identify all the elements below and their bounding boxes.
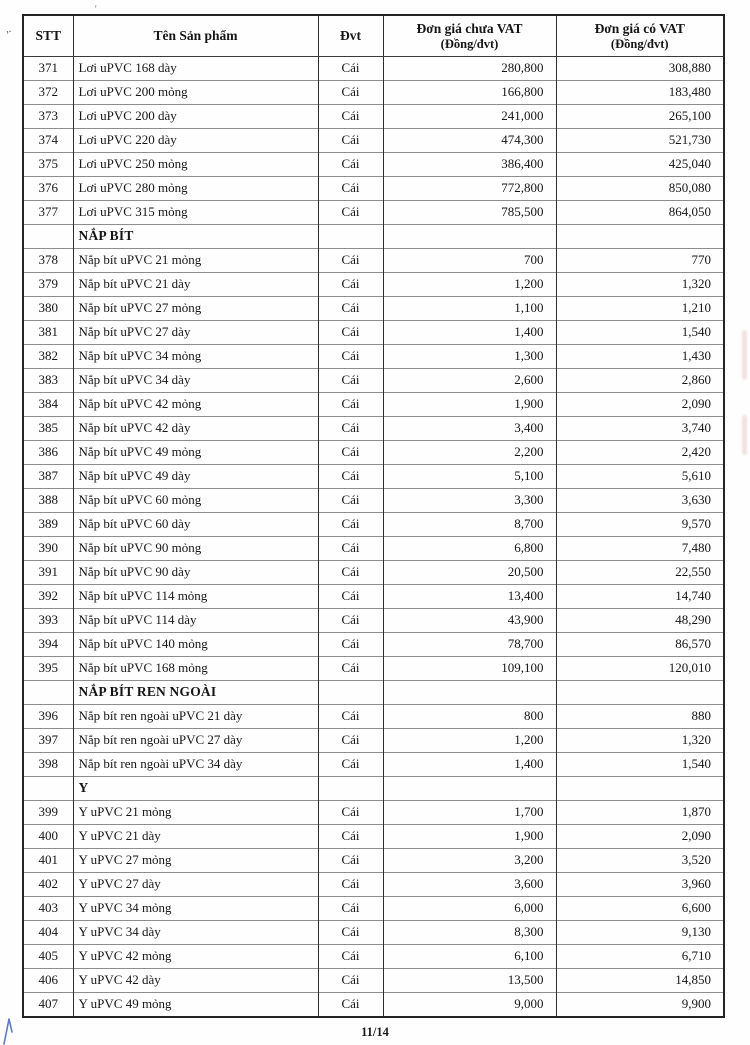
cell-price-ex-vat: 6,800: [383, 537, 556, 561]
table-row: [23, 201, 724, 225]
cell-product-name: Nắp bít uPVC 140 mỏng: [73, 633, 318, 657]
cell-price-ex-vat: 166,800: [383, 81, 556, 105]
cell-price-ex-vat: 474,300: [383, 129, 556, 153]
cell-price-ex-vat: 13,500: [383, 969, 556, 993]
cell-unit: Cái: [318, 849, 383, 873]
cell-price-ex-vat: 9,000: [383, 993, 556, 1018]
cell-price-ex-vat: [383, 225, 556, 249]
cell-product-name: Nắp bít uPVC 49 dày: [73, 465, 318, 489]
cell-product-name: Nắp bít uPVC 34 dày: [73, 369, 318, 393]
cell-product-name: Nắp bít ren ngoài uPVC 27 dày: [73, 729, 318, 753]
cell-unit: Cái: [318, 153, 383, 177]
cell-product-name: Nắp bít uPVC 27 dày: [73, 321, 318, 345]
cell-stt: 407: [23, 993, 73, 1018]
cell-unit: Cái: [318, 513, 383, 537]
cell-price-inc-vat: [556, 777, 724, 801]
cell-stt: 401: [23, 849, 73, 873]
col-header-unit: Đvt: [318, 15, 383, 57]
cell-price-ex-vat: 8,300: [383, 921, 556, 945]
cell-product-name: Lơi uPVC 200 dày: [73, 105, 318, 129]
cell-product-name: Nắp bít uPVC 21 mỏng: [73, 249, 318, 273]
table-row: [23, 81, 724, 105]
scan-smudge: [742, 330, 747, 380]
table-row: [23, 633, 724, 657]
cell-unit: Cái: [318, 81, 383, 105]
table-row: [23, 849, 724, 873]
cell-price-ex-vat: 43,900: [383, 609, 556, 633]
cell-unit: Cái: [318, 297, 383, 321]
table-row: [23, 129, 724, 153]
cell-price-ex-vat: [383, 777, 556, 801]
cell-product-name: Nắp bít uPVC 168 mỏng: [73, 657, 318, 681]
cell-unit: Cái: [318, 105, 383, 129]
table-row: [23, 105, 724, 129]
cell-price-ex-vat: 1,900: [383, 825, 556, 849]
cell-product-name: Y uPVC 42 mỏng: [73, 945, 318, 969]
col-header-price-ex-vat-label: Đơn giá chưa VAT: [416, 20, 523, 36]
cell-unit: Cái: [318, 201, 383, 225]
cell-unit: Cái: [318, 129, 383, 153]
cell-price-inc-vat: 22,550: [556, 561, 724, 585]
cell-price-ex-vat: 1,200: [383, 273, 556, 297]
cell-unit: Cái: [318, 969, 383, 993]
col-header-stt: STT: [23, 15, 73, 57]
cell-stt: 398: [23, 753, 73, 777]
cell-price-inc-vat: 3,630: [556, 489, 724, 513]
cell-unit: Cái: [318, 537, 383, 561]
table-row: [23, 753, 724, 777]
cell-price-ex-vat: 6,100: [383, 945, 556, 969]
cell-price-inc-vat: 14,740: [556, 585, 724, 609]
cell-price-inc-vat: 850,080: [556, 177, 724, 201]
cell-stt: 392: [23, 585, 73, 609]
cell-stt: 391: [23, 561, 73, 585]
cell-unit: Cái: [318, 729, 383, 753]
cell-price-ex-vat: 1,200: [383, 729, 556, 753]
cell-price-inc-vat: 2,420: [556, 441, 724, 465]
cell-product-name: Nắp bít uPVC 42 mỏng: [73, 393, 318, 417]
cell-stt: [23, 225, 73, 249]
table-row: [23, 249, 724, 273]
cell-product-name: Nắp bít uPVC 114 mỏng: [73, 585, 318, 609]
cell-price-ex-vat: 1,700: [383, 801, 556, 825]
cell-unit: [318, 681, 383, 705]
cell-price-inc-vat: [556, 225, 724, 249]
col-header-price-inc-vat-sub: (Đồng/đvt): [610, 36, 669, 51]
cell-product-name: Nắp bít uPVC 60 mỏng: [73, 489, 318, 513]
cell-stt: 382: [23, 345, 73, 369]
cell-stt: 393: [23, 609, 73, 633]
page-number: 11/14: [361, 1025, 389, 1039]
cell-product-name: Lơi uPVC 220 dày: [73, 129, 318, 153]
cell-price-ex-vat: 772,800: [383, 177, 556, 201]
col-header-price-inc-vat: [556, 15, 724, 57]
cell-price-inc-vat: 9,130: [556, 921, 724, 945]
cell-unit: Cái: [318, 273, 383, 297]
cell-unit: Cái: [318, 489, 383, 513]
cell-unit: Cái: [318, 753, 383, 777]
cell-stt: 399: [23, 801, 73, 825]
cell-price-inc-vat: 2,860: [556, 369, 724, 393]
cell-unit: Cái: [318, 993, 383, 1018]
cell-unit: Cái: [318, 321, 383, 345]
cell-product-name: Lơi uPVC 200 mỏng: [73, 81, 318, 105]
cell-price-inc-vat: 1,320: [556, 273, 724, 297]
table-row: [23, 561, 724, 585]
table-row: [23, 393, 724, 417]
cell-price-ex-vat: 280,800: [383, 57, 556, 81]
cell-price-ex-vat: 1,400: [383, 753, 556, 777]
cell-unit: Cái: [318, 57, 383, 81]
cell-stt: [23, 681, 73, 705]
cell-price-ex-vat: 800: [383, 705, 556, 729]
cell-price-inc-vat: [556, 681, 724, 705]
cell-product-name: Nắp bít uPVC 34 mỏng: [73, 345, 318, 369]
cell-stt: 384: [23, 393, 73, 417]
cell-price-inc-vat: 7,480: [556, 537, 724, 561]
cell-price-inc-vat: 2,090: [556, 825, 724, 849]
cell-price-inc-vat: 3,960: [556, 873, 724, 897]
cell-price-ex-vat: 109,100: [383, 657, 556, 681]
cell-price-ex-vat: 1,900: [383, 393, 556, 417]
cell-price-ex-vat: 20,500: [383, 561, 556, 585]
cell-unit: Cái: [318, 393, 383, 417]
col-header-price-ex-vat: [383, 15, 556, 57]
cell-stt: 405: [23, 945, 73, 969]
cell-stt: 402: [23, 873, 73, 897]
cell-stt: 389: [23, 513, 73, 537]
table-row: [23, 153, 724, 177]
cell-price-inc-vat: 120,010: [556, 657, 724, 681]
cell-product-name: Y uPVC 27 mỏng: [73, 849, 318, 873]
cell-product-name: Nắp bít ren ngoài uPVC 34 dày: [73, 753, 318, 777]
cell-unit: Cái: [318, 825, 383, 849]
cell-unit: Cái: [318, 345, 383, 369]
cell-price-ex-vat: 78,700: [383, 633, 556, 657]
cell-price-inc-vat: 1,320: [556, 729, 724, 753]
price-table-body: [23, 57, 724, 1018]
cell-product-name: Nắp bít uPVC 114 dày: [73, 609, 318, 633]
cell-unit: Cái: [318, 633, 383, 657]
cell-stt: 388: [23, 489, 73, 513]
cell-price-inc-vat: 183,480: [556, 81, 724, 105]
table-row: [23, 297, 724, 321]
cell-product-name: Y: [73, 777, 318, 801]
table-header: [23, 15, 724, 57]
cell-product-name: Nắp bít uPVC 21 dày: [73, 273, 318, 297]
cell-stt: 377: [23, 201, 73, 225]
cell-stt: 395: [23, 657, 73, 681]
cell-price-inc-vat: 6,600: [556, 897, 724, 921]
cell-price-inc-vat: 9,570: [556, 513, 724, 537]
table-row: [23, 273, 724, 297]
cell-price-inc-vat: 3,740: [556, 417, 724, 441]
table-row: [23, 57, 724, 81]
cell-stt: 387: [23, 465, 73, 489]
cell-price-ex-vat: 6,000: [383, 897, 556, 921]
table-row: [23, 969, 724, 993]
cell-product-name: Lơi uPVC 280 mỏng: [73, 177, 318, 201]
cell-price-inc-vat: 308,880: [556, 57, 724, 81]
cell-product-name: Nắp bít uPVC 90 mỏng: [73, 537, 318, 561]
col-header-price-ex-vat-sub: (Đồng/đvt): [440, 36, 499, 51]
cell-unit: Cái: [318, 249, 383, 273]
cell-price-ex-vat: 1,400: [383, 321, 556, 345]
cell-product-name: Nắp bít uPVC 42 dày: [73, 417, 318, 441]
cell-price-inc-vat: 9,900: [556, 993, 724, 1018]
table-row: [23, 465, 724, 489]
table-row: [23, 585, 724, 609]
scan-artifact-mark: ': [95, 4, 97, 14]
cell-stt: 378: [23, 249, 73, 273]
cell-price-ex-vat: 241,000: [383, 105, 556, 129]
cell-stt: 404: [23, 921, 73, 945]
cell-unit: Cái: [318, 609, 383, 633]
cell-price-ex-vat: 3,600: [383, 873, 556, 897]
cell-price-inc-vat: 880: [556, 705, 724, 729]
cell-price-inc-vat: 6,710: [556, 945, 724, 969]
cell-stt: 381: [23, 321, 73, 345]
cell-product-name: Lơi uPVC 315 mỏng: [73, 201, 318, 225]
cell-price-ex-vat: [383, 681, 556, 705]
cell-unit: Cái: [318, 921, 383, 945]
cell-stt: 376: [23, 177, 73, 201]
cell-price-inc-vat: 1,540: [556, 321, 724, 345]
table-row: [23, 441, 724, 465]
cell-product-name: Y uPVC 34 mỏng: [73, 897, 318, 921]
cell-unit: Cái: [318, 417, 383, 441]
cell-stt: 379: [23, 273, 73, 297]
cell-unit: Cái: [318, 177, 383, 201]
cell-stt: 386: [23, 441, 73, 465]
table-row: [23, 177, 724, 201]
cell-unit: Cái: [318, 441, 383, 465]
cell-price-inc-vat: 425,040: [556, 153, 724, 177]
table-row: [23, 417, 724, 441]
price-table: [22, 14, 725, 1018]
cell-product-name: Nắp bít uPVC 49 mỏng: [73, 441, 318, 465]
cell-product-name: Lơi uPVC 168 dày: [73, 57, 318, 81]
cell-product-name: Nắp bít uPVC 27 mỏng: [73, 297, 318, 321]
table-row: [23, 801, 724, 825]
cell-price-inc-vat: 5,610: [556, 465, 724, 489]
cell-price-inc-vat: 1,870: [556, 801, 724, 825]
cell-stt: 372: [23, 81, 73, 105]
table-row: [23, 945, 724, 969]
cell-price-ex-vat: 785,500: [383, 201, 556, 225]
cell-unit: [318, 777, 383, 801]
cell-price-inc-vat: 48,290: [556, 609, 724, 633]
cell-price-inc-vat: 265,100: [556, 105, 724, 129]
cell-stt: 397: [23, 729, 73, 753]
cell-stt: 380: [23, 297, 73, 321]
table-row: [23, 777, 724, 801]
scan-artifact-mark: ,.: [5, 23, 12, 36]
cell-unit: Cái: [318, 657, 383, 681]
cell-unit: Cái: [318, 945, 383, 969]
cell-price-ex-vat: 2,600: [383, 369, 556, 393]
table-row: [23, 225, 724, 249]
cell-stt: 400: [23, 825, 73, 849]
cell-product-name: Y uPVC 21 dày: [73, 825, 318, 849]
table-row: [23, 369, 724, 393]
cell-product-name: Nắp bít uPVC 60 dày: [73, 513, 318, 537]
cell-stt: 390: [23, 537, 73, 561]
cell-price-inc-vat: 521,730: [556, 129, 724, 153]
table-row: [23, 657, 724, 681]
cell-unit: [318, 225, 383, 249]
table-row: [23, 897, 724, 921]
cell-price-ex-vat: 5,100: [383, 465, 556, 489]
cell-unit: Cái: [318, 705, 383, 729]
cell-stt: 373: [23, 105, 73, 129]
table-row: [23, 345, 724, 369]
cell-price-ex-vat: 2,200: [383, 441, 556, 465]
table-row: [23, 705, 724, 729]
cell-unit: Cái: [318, 561, 383, 585]
table-row: [23, 993, 724, 1018]
cell-unit: Cái: [318, 585, 383, 609]
cell-price-ex-vat: 1,300: [383, 345, 556, 369]
cell-stt: 396: [23, 705, 73, 729]
cell-product-name: Y uPVC 34 dày: [73, 921, 318, 945]
cell-price-ex-vat: 3,400: [383, 417, 556, 441]
cell-unit: Cái: [318, 369, 383, 393]
cell-price-ex-vat: 3,300: [383, 489, 556, 513]
table-row: [23, 513, 724, 537]
col-header-product-name: Tên Sản phẩm: [73, 15, 318, 57]
cell-price-inc-vat: 3,520: [556, 849, 724, 873]
cell-stt: 375: [23, 153, 73, 177]
cell-product-name: NẮP BÍT: [73, 225, 318, 249]
cell-price-inc-vat: 1,210: [556, 297, 724, 321]
col-header-price-inc-vat-label: Đơn giá có VAT: [594, 20, 685, 36]
cell-product-name: Y uPVC 49 mỏng: [73, 993, 318, 1018]
table-row: [23, 537, 724, 561]
cell-stt: 371: [23, 57, 73, 81]
cell-price-inc-vat: 2,090: [556, 393, 724, 417]
table-row: [23, 729, 724, 753]
cell-product-name: Nắp bít ren ngoài uPVC 21 dày: [73, 705, 318, 729]
cell-stt: 374: [23, 129, 73, 153]
header-row: [23, 15, 724, 57]
cell-price-ex-vat: 3,200: [383, 849, 556, 873]
cell-product-name: NẮP BÍT REN NGOÀI: [73, 681, 318, 705]
cell-price-ex-vat: 386,400: [383, 153, 556, 177]
cell-product-name: Lơi uPVC 250 mỏng: [73, 153, 318, 177]
table-row: [23, 921, 724, 945]
scan-smudge: [742, 415, 747, 455]
cell-price-ex-vat: 700: [383, 249, 556, 273]
table-row: [23, 321, 724, 345]
cell-product-name: Y uPVC 21 mỏng: [73, 801, 318, 825]
cell-product-name: Y uPVC 42 dày: [73, 969, 318, 993]
table-row: [23, 489, 724, 513]
cell-price-inc-vat: 864,050: [556, 201, 724, 225]
table-row: [23, 873, 724, 897]
cell-stt: 394: [23, 633, 73, 657]
cell-price-inc-vat: 1,430: [556, 345, 724, 369]
cell-product-name: Y uPVC 27 dày: [73, 873, 318, 897]
cell-unit: Cái: [318, 465, 383, 489]
table-row: [23, 681, 724, 705]
cell-stt: [23, 777, 73, 801]
cell-product-name: Nắp bít uPVC 90 dày: [73, 561, 318, 585]
cell-price-ex-vat: 1,100: [383, 297, 556, 321]
cell-price-inc-vat: 1,540: [556, 753, 724, 777]
cell-price-inc-vat: 86,570: [556, 633, 724, 657]
cell-unit: Cái: [318, 801, 383, 825]
cell-price-ex-vat: 8,700: [383, 513, 556, 537]
cell-stt: 406: [23, 969, 73, 993]
cell-stt: 383: [23, 369, 73, 393]
cell-price-inc-vat: 770: [556, 249, 724, 273]
cell-stt: 403: [23, 897, 73, 921]
pen-mark-icon: [1, 1017, 17, 1045]
table-row: [23, 825, 724, 849]
cell-price-ex-vat: 13,400: [383, 585, 556, 609]
cell-unit: Cái: [318, 897, 383, 921]
cell-stt: 385: [23, 417, 73, 441]
table-row: [23, 609, 724, 633]
cell-price-inc-vat: 14,850: [556, 969, 724, 993]
cell-unit: Cái: [318, 873, 383, 897]
